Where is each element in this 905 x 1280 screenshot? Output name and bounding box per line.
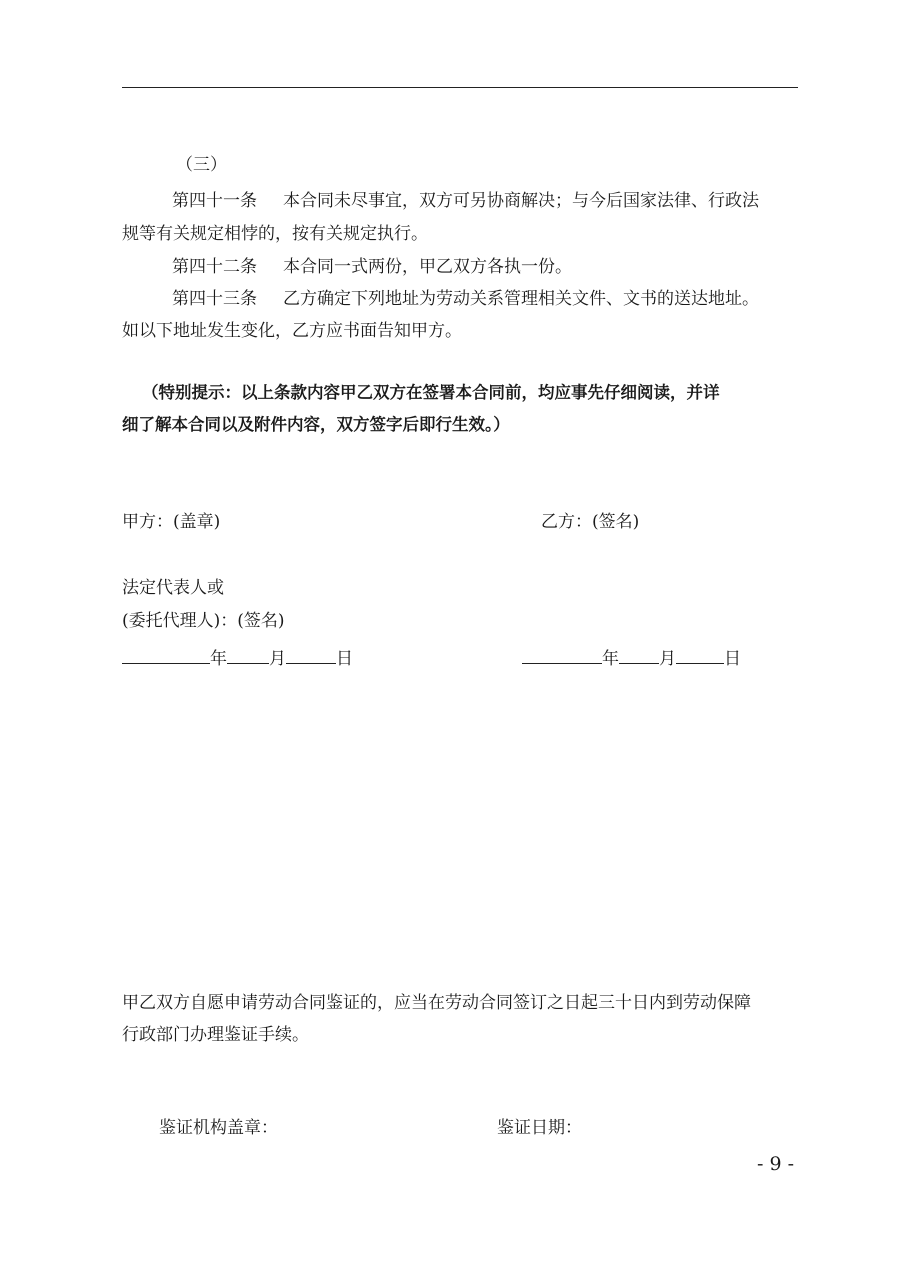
month-label: 月: [659, 649, 676, 669]
party-a-date-line: [122, 648, 353, 668]
year-label: 年: [602, 649, 619, 669]
article-42-number: 第四十二条: [172, 257, 257, 277]
party-a-month-blank: [227, 648, 269, 664]
article-43-line-2: 如以下地址发生变化，乙方应书面告知甲方。: [122, 321, 462, 341]
article-42-text: 本合同一式两份，甲乙双方各执一份。: [283, 257, 572, 277]
legal-representative-label: 法定代表人或: [122, 578, 224, 598]
article-43-number: 第四十三条: [172, 289, 257, 309]
month-label: 月: [269, 649, 286, 669]
page-number: - 9 -: [757, 1153, 795, 1175]
party-b-month-blank: [619, 648, 659, 664]
special-notice-line-1: （特别提示：以上条款内容甲乙双方在签署本合同前，均应事先仔细阅读，并详: [142, 383, 720, 402]
party-a-day-blank: [286, 648, 336, 664]
party-a-seal-label: 甲方：(盖章): [122, 512, 221, 532]
party-b-signature-label: 乙方：(签名): [541, 512, 640, 532]
day-label: 日: [336, 649, 353, 669]
special-notice-line-2: 细了解本合同以及附件内容，双方签字后即行生效。）: [122, 415, 510, 434]
article-43-line-1: 乙方确定下列地址为劳动关系管理相关文件、文书的送达地址。: [283, 289, 759, 309]
party-b-date-line: [522, 648, 741, 668]
section-heading: （三）: [176, 155, 227, 175]
party-b-day-blank: [676, 648, 724, 664]
verification-date-label: 鉴证日期：: [497, 1118, 582, 1138]
party-b-year-blank: [522, 648, 602, 664]
article-41-line-2: 规等有关规定相悖的，按有关规定执行。: [122, 224, 428, 244]
article-41-line-1: 本合同未尽事宜，双方可另协商解决；与今后国家法律、行政法: [283, 191, 759, 211]
article-41-number: 第四十一条: [172, 191, 257, 211]
year-label: 年: [210, 649, 227, 669]
verification-line-2: 行政部门办理鉴证手续。: [122, 1025, 309, 1045]
verification-line-1: 甲乙双方自愿申请劳动合同鉴证的，应当在劳动合同签订之日起三十日内到劳动保障: [122, 993, 751, 1013]
verification-seal-label: 鉴证机构盖章：: [159, 1118, 278, 1138]
header-rule: [122, 87, 798, 88]
day-label: 日: [724, 649, 741, 669]
agent-signature-label: (委托代理人)：(签名): [122, 611, 285, 631]
party-a-year-blank: [122, 648, 210, 664]
